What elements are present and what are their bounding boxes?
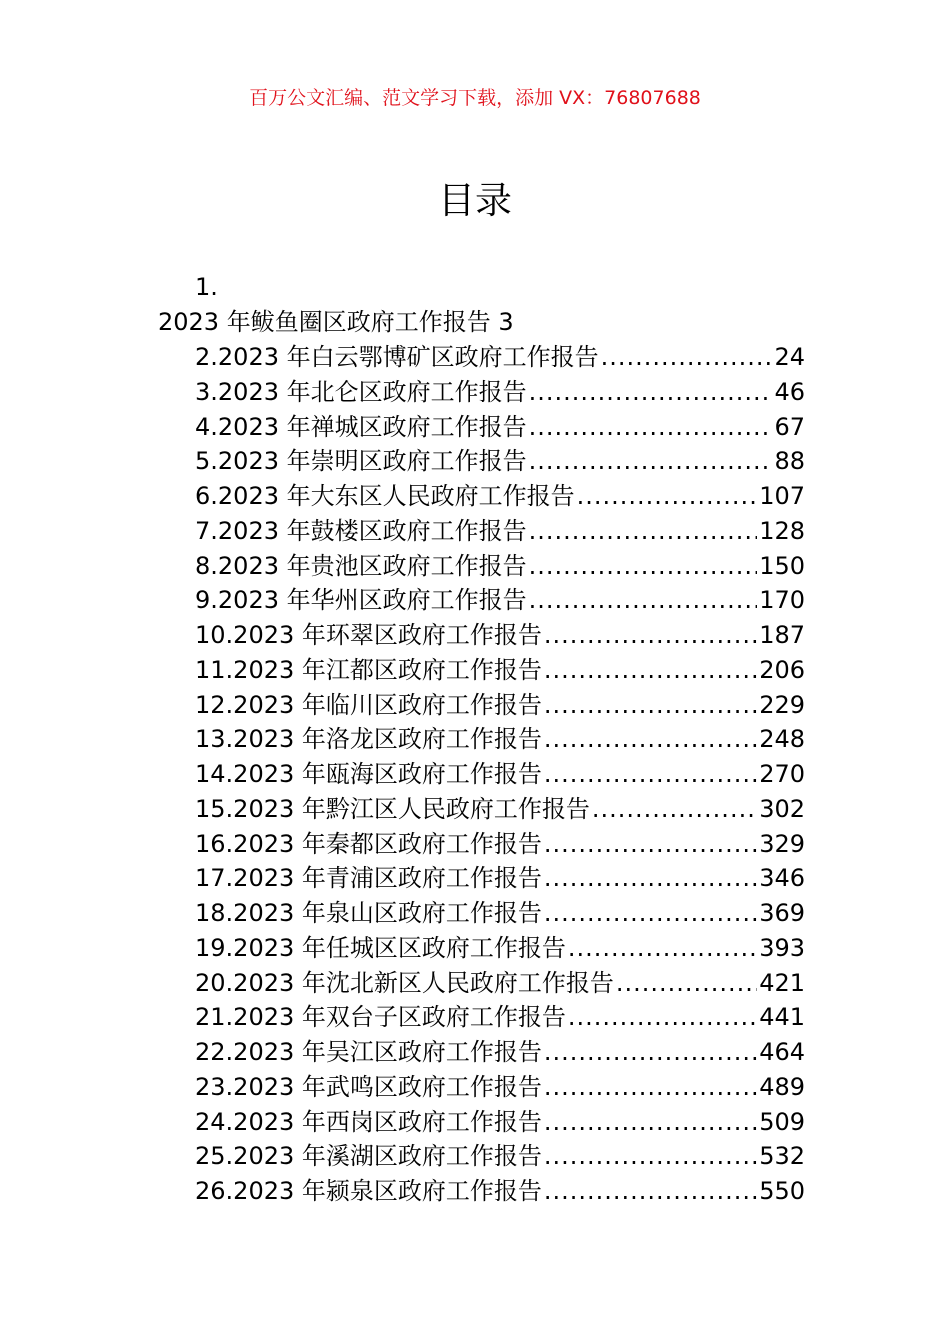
toc-entry-title: 13.2023 年洛龙区政府工作报告	[195, 725, 542, 754]
toc-dot-leader	[544, 620, 757, 650]
toc-entry-title: 25.2023 年溪湖区政府工作报告	[195, 1142, 542, 1171]
table-of-contents	[195, 342, 805, 1211]
toc-entry-page: 150	[759, 551, 805, 580]
toc-dot-leader	[568, 1002, 757, 1032]
toc-entry	[195, 724, 805, 759]
toc-entry-page: 67	[774, 412, 805, 441]
toc-entry-page: 550	[759, 1177, 805, 1205]
toc-entry	[195, 412, 805, 447]
toc-dot-leader	[544, 898, 757, 928]
toc-entry-title: 7.2023 年鼓楼区政府工作报告	[195, 516, 527, 545]
toc-entry-page: 369	[759, 899, 805, 927]
toc-entry-title: 5.2023 年崇明区政府工作报告	[195, 447, 527, 476]
toc-entry	[195, 585, 805, 620]
header-note: 百万公文汇编、范文学习下载，添加 VX：76807688	[249, 87, 701, 109]
toc-entry-title: 21.2023 年双台子区政府工作报告	[195, 1003, 566, 1032]
toc-entry-page: 421	[759, 968, 805, 997]
toc-dot-leader	[544, 1141, 757, 1171]
toc-entry-title: 12.2023 年临川区政府工作报告	[195, 690, 542, 719]
toc-entry	[195, 377, 805, 412]
toc-entry	[195, 1141, 805, 1176]
toc-dot-leader	[529, 446, 773, 476]
toc-entry-title: 10.2023 年环翠区政府工作报告	[195, 621, 542, 649]
toc-entry	[195, 794, 805, 829]
toc-entry	[195, 968, 805, 1003]
toc-entry	[195, 1002, 805, 1037]
toc-entry-title: 2.2023 年白云鄂博矿区政府工作报告	[195, 343, 599, 371]
page-title: 目录	[438, 179, 512, 222]
toc-entry-page: 441	[759, 1003, 805, 1032]
toc-entry-title: 22.2023 年吴江区政府工作报告	[195, 1038, 542, 1066]
toc-entry-page: 489	[759, 1072, 805, 1101]
toc-entry-title: 8.2023 年贵池区政府工作报告	[195, 551, 527, 580]
toc-entry	[195, 1072, 805, 1107]
toc-entry-page: 128	[759, 516, 805, 545]
toc-entry-page: 509	[759, 1107, 805, 1136]
toc-entry-page: 206	[759, 655, 805, 684]
toc-entry	[195, 898, 805, 933]
toc-entry-page: 248	[759, 725, 805, 754]
toc-entry	[195, 1176, 805, 1211]
toc-entry	[195, 655, 805, 690]
toc-entry-title: 17.2023 年青浦区政府工作报告	[195, 864, 542, 893]
toc-dot-leader	[544, 655, 757, 685]
toc-dot-leader	[592, 794, 757, 824]
toc-entry-page: 393	[759, 933, 805, 962]
toc-entry-title: 15.2023 年黔江区人民政府工作报告	[195, 794, 590, 823]
toc-entry-title: 4.2023 年禅城区政府工作报告	[195, 412, 527, 441]
toc-entry-title: 20.2023 年沈北新区人民政府工作报告	[195, 968, 614, 997]
toc-dot-leader	[544, 1176, 757, 1206]
toc-entry-title: 11.2023 年江都区政府工作报告	[195, 655, 542, 684]
toc-entry-title: 18.2023 年泉山区政府工作报告	[195, 899, 542, 927]
toc-entry-title: 16.2023 年秦都区政府工作报告	[195, 829, 542, 858]
toc-dot-leader	[544, 724, 757, 754]
toc-entry-page: 170	[759, 586, 805, 615]
toc-dot-leader	[544, 863, 757, 893]
toc-entry-page: 270	[759, 760, 805, 788]
toc-dot-leader	[529, 412, 773, 442]
toc-entry	[195, 481, 805, 516]
toc-entry-page: 532	[759, 1142, 805, 1171]
toc-entry-title: 6.2023 年大东区人民政府工作报告	[195, 482, 575, 510]
toc-dot-leader	[568, 933, 757, 963]
toc-entry-title: 23.2023 年武鸣区政府工作报告	[195, 1072, 542, 1101]
toc-entry	[195, 446, 805, 481]
toc-dot-leader	[577, 481, 758, 511]
toc-entry-title: 19.2023 年任城区区政府工作报告	[195, 933, 566, 962]
toc-entry-page: 24	[774, 343, 805, 371]
toc-entry-title: 14.2023 年瓯海区政府工作报告	[195, 760, 542, 788]
toc-entry	[195, 829, 805, 864]
toc-entry	[195, 759, 805, 794]
toc-dot-leader	[529, 551, 758, 581]
toc-dot-leader	[544, 759, 757, 789]
toc-entry-page: 107	[759, 482, 805, 510]
toc-entry	[195, 620, 805, 655]
toc-dot-leader	[529, 585, 758, 615]
toc-entry	[195, 863, 805, 898]
toc-entry-page: 229	[759, 690, 805, 719]
toc-dot-leader	[544, 829, 757, 859]
toc-entry	[195, 516, 805, 551]
toc-dot-leader	[616, 968, 757, 998]
toc-entry	[195, 690, 805, 725]
toc-entry	[195, 551, 805, 586]
toc-entry-title: 3.2023 年北仑区政府工作报告	[195, 377, 527, 406]
toc-entry	[195, 1107, 805, 1142]
toc-dot-leader	[529, 516, 758, 546]
toc-entry-page: 187	[759, 621, 805, 649]
toc-entry-1-text: 2023 年鲅鱼圈区政府工作报告 3	[158, 308, 514, 336]
toc-entry-page: 46	[774, 377, 805, 406]
toc-entry-title: 24.2023 年西岗区政府工作报告	[195, 1107, 542, 1136]
toc-dot-leader	[544, 1072, 757, 1102]
toc-entry-title: 26.2023 年颍泉区政府工作报告	[195, 1177, 542, 1205]
toc-entry-title: 9.2023 年华州区政府工作报告	[195, 586, 527, 615]
toc-entry	[195, 933, 805, 968]
toc-entry-page: 329	[759, 829, 805, 858]
toc-entry	[195, 1037, 805, 1072]
toc-entry-page: 346	[759, 864, 805, 893]
toc-dot-leader	[544, 690, 757, 720]
toc-dot-leader	[544, 1107, 757, 1137]
toc-dot-leader	[544, 1037, 757, 1067]
toc-entry-page: 302	[759, 794, 805, 823]
toc-entry-page: 88	[774, 447, 805, 476]
toc-dot-leader	[529, 377, 773, 407]
toc-dot-leader	[601, 342, 773, 372]
toc-entry-page: 464	[759, 1038, 805, 1066]
toc-entry-1-number: 1.	[195, 273, 218, 301]
toc-entry	[195, 342, 805, 377]
